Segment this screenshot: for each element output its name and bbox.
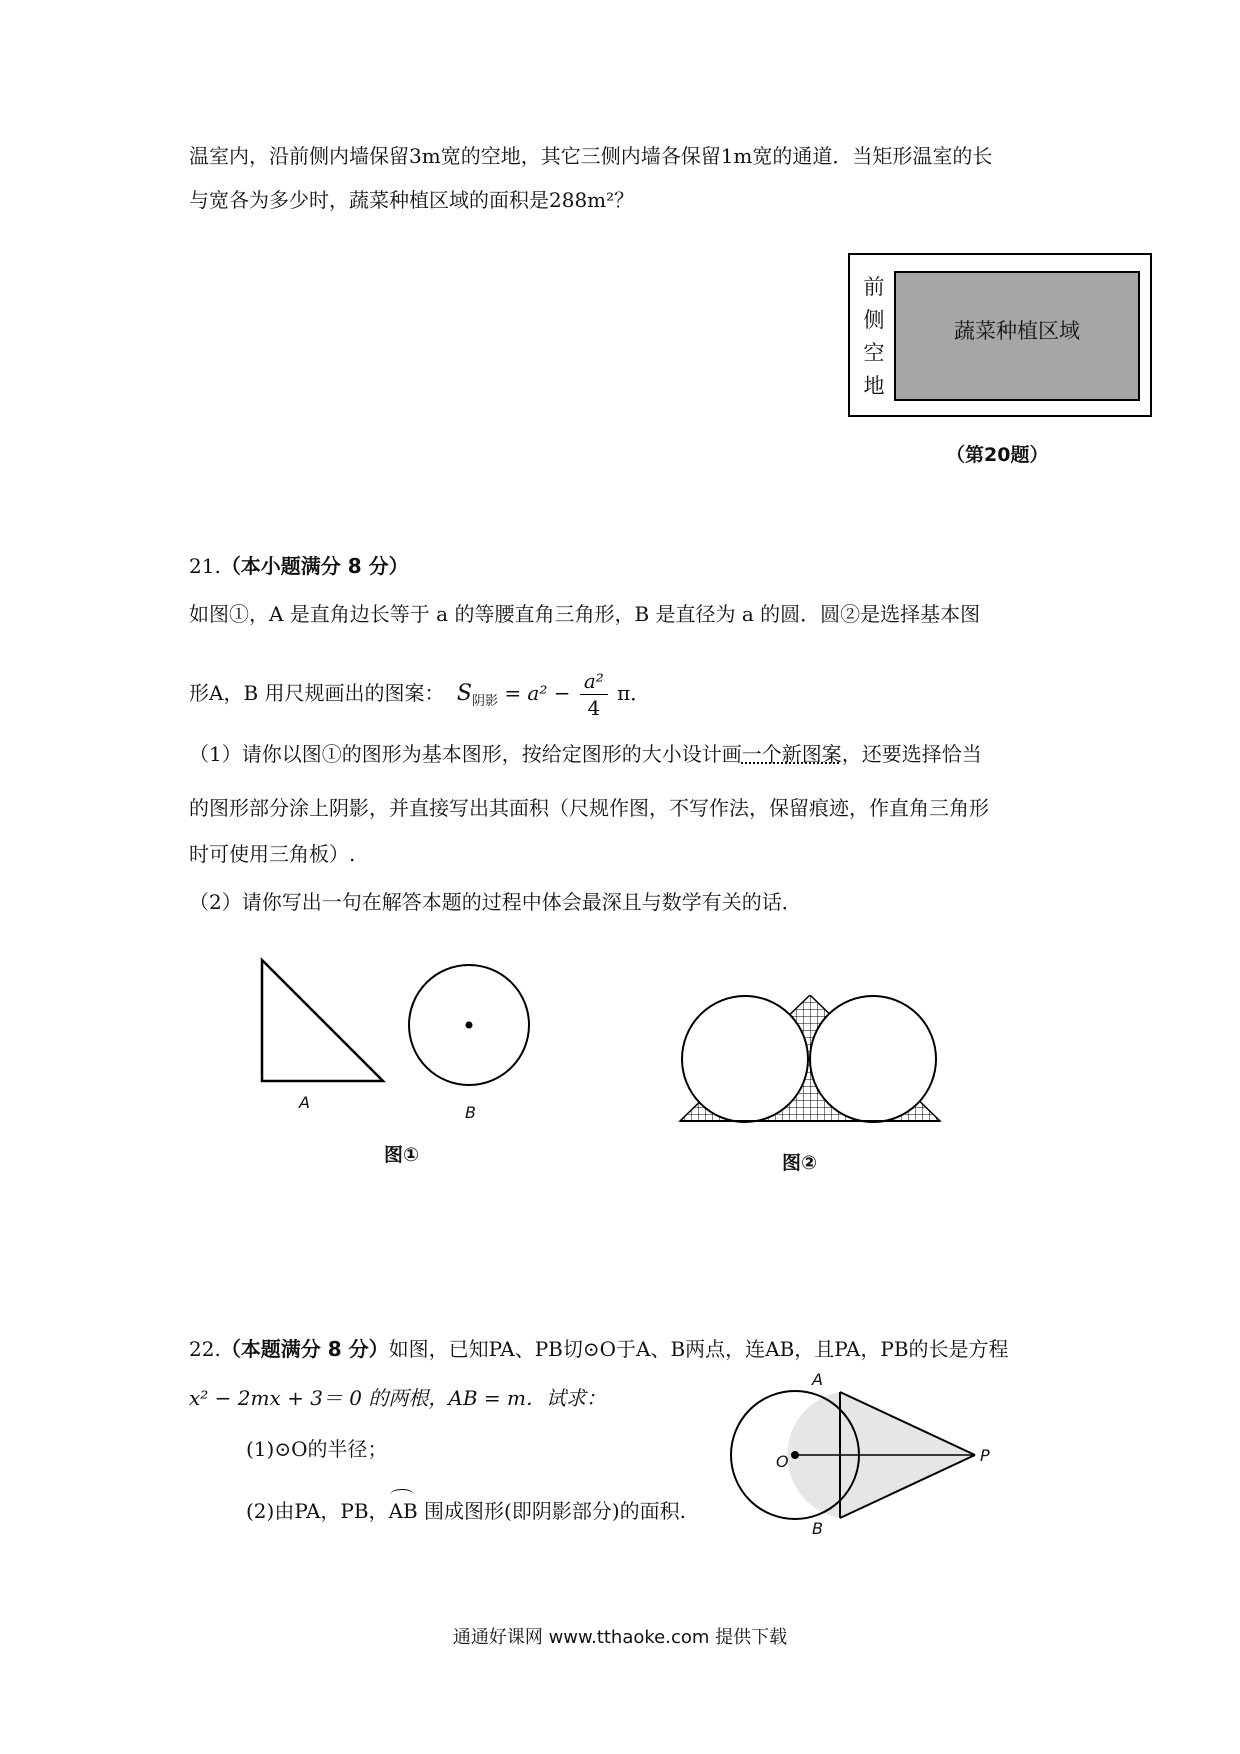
q22-part-2-a: (2)由PA，PB， bbox=[246, 1499, 389, 1523]
arc-ab-label: AB bbox=[388, 1499, 418, 1523]
formula-sub: 阴影 bbox=[471, 694, 498, 709]
circle-b-center bbox=[466, 1022, 473, 1029]
q22-line-2: x² − 2mx + 3＝ 0 的两根，AB = m．试求： bbox=[189, 1386, 606, 1410]
q21-paragraph-4: 的图形部分涂上阴影，并直接写出其面积（尺规作图，不写作法，保留痕迹，作直角三角形 bbox=[189, 796, 989, 820]
q22-part-2 bbox=[246, 1497, 686, 1525]
q22-heading-text: 如图，已知PA、PB切⊙O于A、B两点，连AB，且PA，PB的长是方程 bbox=[388, 1337, 1009, 1361]
formula-s: S bbox=[456, 681, 472, 706]
q22-number: 22. bbox=[189, 1337, 221, 1361]
q20-figure-caption: （第20题） bbox=[946, 444, 1049, 466]
q21-number: 21. bbox=[189, 554, 221, 578]
vegetable-region-label: 蔬菜种植区域 bbox=[954, 319, 1080, 343]
q21-p3-c: ，还要选择恰当 bbox=[841, 742, 982, 766]
q22-heading bbox=[189, 1335, 1009, 1363]
q21-paragraph-6: （2）请你写出一句在解答本题的过程中体会最深且与数学有关的话． bbox=[189, 890, 802, 914]
q21-paragraph-1: 如图①，A 是直角边长等于 a 的等腰直角三角形，B 是直径为 a 的圆．圆②是选择基本图 bbox=[189, 602, 981, 626]
center-o bbox=[791, 1451, 799, 1459]
q21-score: （本小题满分 8 分） bbox=[220, 554, 409, 578]
q21-p3-emphasis: 一个新图案 bbox=[741, 742, 842, 766]
formula-denominator: 4 bbox=[587, 696, 601, 720]
q20-text-line2: 与宽各为多少时，蔬菜种植区域的面积是288m²？ bbox=[189, 188, 635, 212]
arc-ab bbox=[389, 1497, 418, 1525]
q20-figure bbox=[848, 253, 1152, 417]
q21-p2-prefix: 形A，B 用尺规画出的图案： bbox=[189, 681, 445, 705]
label-b: B bbox=[465, 1103, 476, 1122]
q22-part-2-b: 围成图形(即阴影部分)的面积. bbox=[417, 1499, 687, 1523]
q21-figure-2-caption: 图② bbox=[782, 1152, 818, 1174]
right-circle bbox=[810, 996, 936, 1122]
side-char-1: 前 bbox=[863, 275, 885, 299]
q21-figure-2 bbox=[670, 995, 950, 1135]
arc-ab-mark bbox=[390, 1489, 414, 1500]
page-footer: 通通好课网 www.tthaoke.com 提供下载 bbox=[452, 1627, 788, 1648]
shaded-area-formula bbox=[457, 668, 650, 721]
label-a: A bbox=[299, 1093, 310, 1112]
formula-fraction bbox=[580, 668, 608, 721]
point-p-label: P bbox=[980, 1446, 990, 1465]
q22-part-1: (1)⊙O的半径； bbox=[246, 1437, 388, 1461]
q21-paragraph-5: 时可使用三角板）. bbox=[189, 842, 356, 866]
left-circle bbox=[682, 996, 808, 1122]
point-o-label: O bbox=[776, 1452, 789, 1471]
q21-paragraph-3 bbox=[189, 740, 982, 768]
point-b-label: B bbox=[812, 1519, 823, 1538]
q21-figure-1 bbox=[250, 950, 550, 1125]
side-char-4: 地 bbox=[863, 374, 885, 398]
triangle-a bbox=[262, 960, 383, 1081]
q22-score: （本题满分 8 分） bbox=[220, 1337, 389, 1361]
formula-eq: = a² − bbox=[504, 681, 571, 705]
q22-figure bbox=[720, 1375, 990, 1535]
side-char-3: 空 bbox=[863, 341, 885, 365]
q21-figure-1-caption: 图① bbox=[384, 1144, 420, 1166]
q21-heading bbox=[189, 552, 409, 580]
side-char-2: 侧 bbox=[863, 308, 885, 332]
point-a-label: A bbox=[812, 1370, 823, 1389]
q21-paragraph-2 bbox=[189, 668, 650, 721]
q21-p3-a: （1）请你以图①的图形为基本图形，按给定图形的大小设计画 bbox=[189, 742, 742, 766]
q20-text-line1: 温室内，沿前侧内墙保留3m宽的空地，其它三侧内墙各保留1m宽的通道．当矩形温室的长 bbox=[189, 144, 993, 168]
formula-numerator: a² bbox=[580, 668, 608, 695]
formula-pi: π． bbox=[617, 681, 651, 705]
